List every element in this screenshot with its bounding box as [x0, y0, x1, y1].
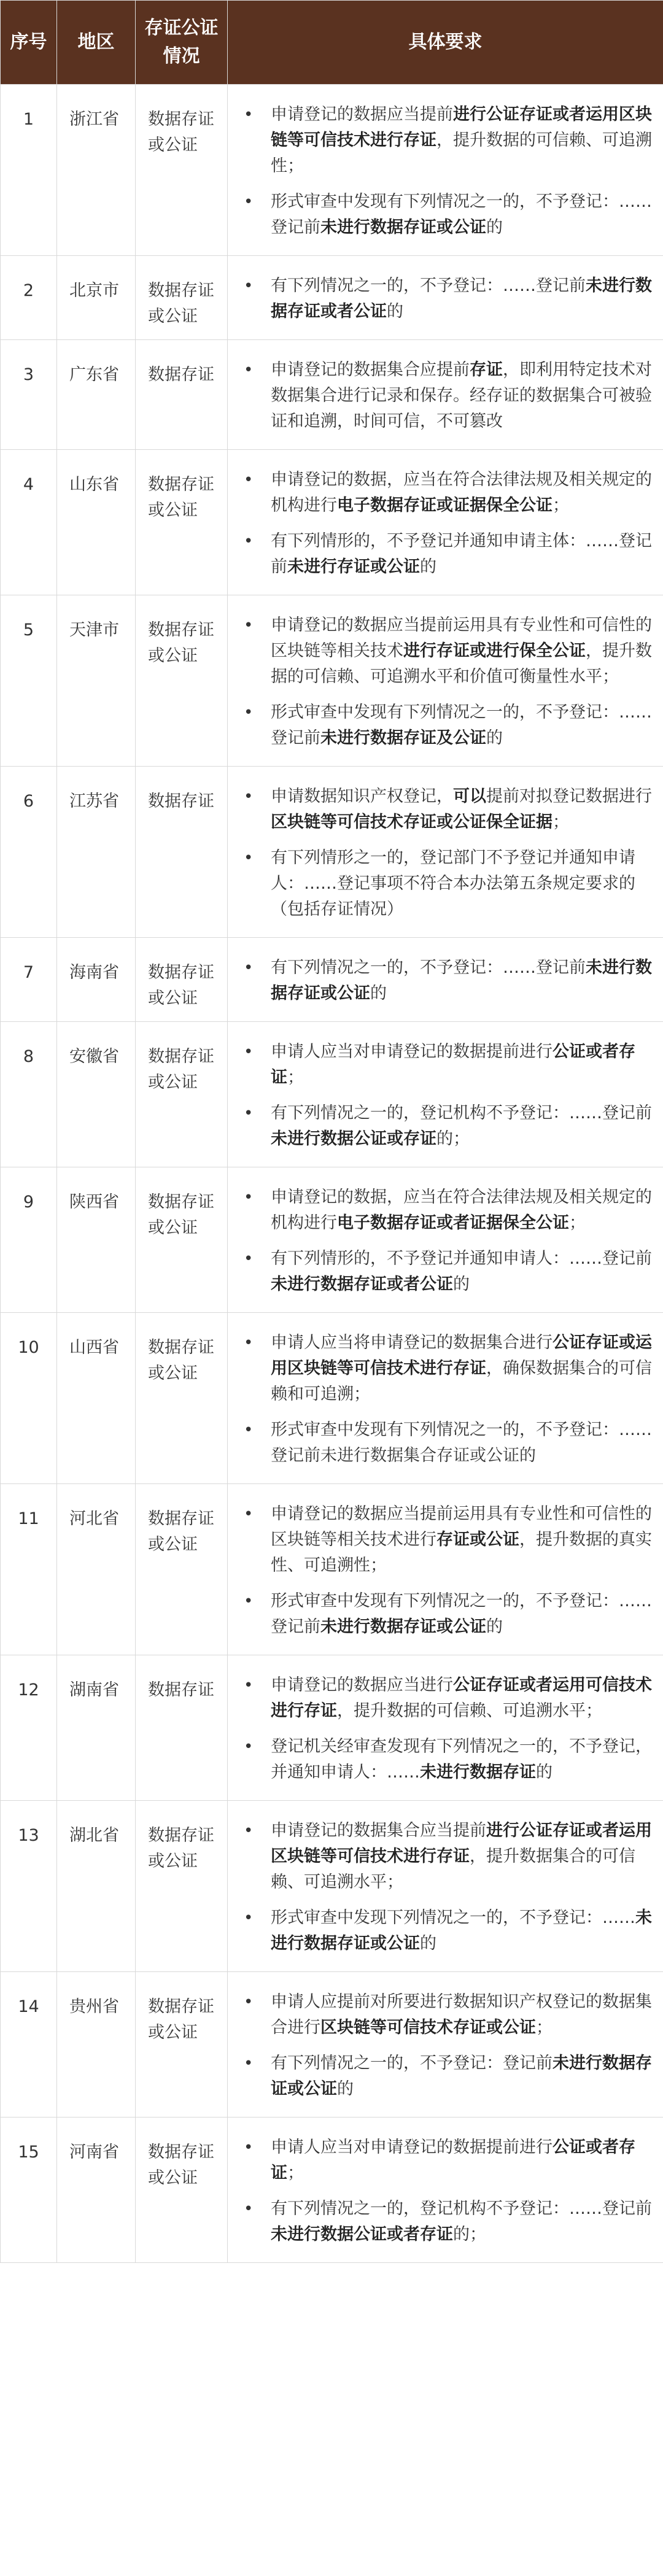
row-requirements: [228, 1313, 663, 1484]
bullet-icon: •: [244, 2138, 254, 2157]
bullet-icon: •: [244, 2200, 254, 2218]
requirement-item: [242, 1417, 657, 1469]
row-status: 数据存证: [136, 1655, 228, 1801]
requirement-text: 的: [486, 729, 503, 748]
row-index: 2: [1, 256, 57, 340]
header-requirements: 具体要求: [228, 1, 663, 85]
requirement-item: [242, 955, 657, 1007]
requirement-item: [242, 1246, 657, 1298]
row-requirements: [228, 767, 663, 938]
requirement-item: [242, 1100, 657, 1152]
row-requirements: [228, 595, 663, 767]
table-row: [1, 340, 663, 450]
requirement-text: ；: [287, 1068, 304, 1087]
row-status: 数据存证或公证: [136, 85, 228, 256]
bullet-icon: •: [244, 1993, 254, 2011]
requirement-bold-text: 存证: [470, 360, 503, 379]
bullet-icon: •: [244, 361, 254, 379]
bullet-icon: •: [244, 849, 254, 867]
requirement-bold-text: 电子数据存证或者证据保全公证: [337, 1213, 569, 1232]
row-index: 3: [1, 340, 57, 450]
table-row: [1, 1313, 663, 1484]
requirement-text: 的: [387, 302, 403, 321]
requirement-text: 有下列情况之一的，登记机构不予登记：……登记前: [271, 2199, 652, 2218]
row-status: 数据存证或公证: [136, 1167, 228, 1313]
requirement-bold-text: 未进行数据公证或者存证: [271, 2225, 453, 2244]
requirement-text: 申请人应提前对所要进行数据知识产权登记的数据集合进行: [271, 1992, 652, 2037]
requirement-text: ；: [552, 813, 569, 832]
row-region: 海南省: [57, 938, 136, 1022]
table-row: [1, 450, 663, 595]
row-region: 陕西省: [57, 1167, 136, 1313]
requirement-text: 申请登记的数据应当提前: [271, 105, 453, 124]
requirement-text: ，提升数据集合的可信赖、可追溯水平；: [271, 1847, 635, 1892]
row-index: 10: [1, 1313, 57, 1484]
requirement-text: 有下列情况之一的，不予登记：……登记前: [271, 958, 586, 977]
bullet-icon: •: [244, 1334, 254, 1352]
requirement-text: 的；: [453, 2225, 486, 2244]
bullet-icon: •: [244, 532, 254, 551]
table-row: [1, 938, 663, 1022]
row-region: 贵州省: [57, 1972, 136, 2118]
bullet-icon: •: [244, 1822, 254, 1840]
requirement-bold-text: 未进行数据存证或公证: [320, 218, 486, 237]
requirement-text: 的: [536, 1763, 552, 1782]
table-row: [1, 1801, 663, 1972]
requirement-item: [242, 273, 657, 325]
row-index: 1: [1, 85, 57, 256]
requirement-bold-text: 公证存证或运用区块链等可信技术进行存证: [271, 1333, 652, 1378]
row-region: 江苏省: [57, 767, 136, 938]
row-index: 9: [1, 1167, 57, 1313]
table-row: [1, 85, 663, 256]
requirement-list: [242, 273, 657, 325]
requirement-text: 申请登记的数据，应当在符合法律法规及相关规定的机构进行: [271, 1188, 652, 1232]
row-region: 天津市: [57, 595, 136, 767]
table-body: [1, 85, 663, 2263]
requirement-bold-text: 存证或公证: [436, 1530, 519, 1549]
requirement-item: [242, 1588, 657, 1640]
requirement-list: [242, 1185, 657, 1298]
requirement-bold-text: 区块链等可信技术存证或公证保全证据: [271, 813, 552, 832]
row-index: 14: [1, 1972, 57, 2118]
requirement-item: [242, 1673, 657, 1724]
requirement-bold-text: 未进行数据存证或公证: [271, 958, 652, 1003]
requirement-text: ；: [536, 2018, 552, 2037]
requirement-bold-text: 未进行数据存证或者公证: [271, 276, 652, 321]
requirement-text: 的: [486, 218, 503, 237]
row-status: 数据存证或公证: [136, 1022, 228, 1167]
requirement-list: [242, 784, 657, 922]
table-row: [1, 2118, 663, 2263]
bullet-icon: •: [244, 2054, 254, 2073]
bullet-icon: •: [244, 1104, 254, 1123]
row-status: 数据存证或公证: [136, 1313, 228, 1484]
row-index: 11: [1, 1484, 57, 1655]
requirement-list: [242, 1039, 657, 1152]
row-status: 数据存证或公证: [136, 1972, 228, 2118]
requirement-text: ，提升数据的可信赖、可追溯水平；: [337, 1701, 602, 1720]
requirement-item: [242, 189, 657, 241]
requirement-text: 形式审查中发现有下列情况之一的，不予登记：……登记前未进行数据集合存证或公证的: [271, 1420, 652, 1465]
requirement-text: 提前对拟登记数据进行: [486, 787, 652, 806]
row-status: 数据存证或公证: [136, 450, 228, 595]
requirement-item: [242, 1734, 657, 1785]
requirement-text: 的: [420, 557, 436, 576]
requirement-bold-text: 可以: [453, 787, 486, 806]
row-status: 数据存证或公证: [136, 1801, 228, 1972]
row-region: 湖南省: [57, 1655, 136, 1801]
row-requirements: [228, 1167, 663, 1313]
bullet-icon: •: [244, 1188, 254, 1207]
row-index: 8: [1, 1022, 57, 1167]
bullet-icon: •: [244, 471, 254, 489]
row-region: 河南省: [57, 2118, 136, 2263]
row-requirements: [228, 1655, 663, 1801]
requirement-item: [242, 1185, 657, 1236]
requirement-item: [242, 2051, 657, 2102]
requirement-text: 申请登记的数据集合应提前: [271, 360, 470, 379]
requirement-bold-text: 未进行存证或公证: [287, 557, 420, 576]
table-row: [1, 1972, 663, 2118]
requirement-list: [242, 357, 657, 435]
requirement-text: 的: [370, 984, 387, 1003]
requirement-list: [242, 613, 657, 751]
requirement-item: [242, 2135, 657, 2186]
requirement-bold-text: 电子数据存证或证据保全公证: [337, 496, 552, 515]
row-status: 数据存证或公证: [136, 256, 228, 340]
bullet-icon: •: [244, 1738, 254, 1756]
requirement-text: 有下列情况之一的，登记机构不予登记：……登记前: [271, 1104, 652, 1123]
requirement-list: [242, 1818, 657, 1957]
requirement-text: 的: [486, 1617, 503, 1636]
requirement-item: [242, 1989, 657, 2041]
requirement-list: [242, 1989, 657, 2102]
requirement-list: [242, 102, 657, 241]
row-requirements: [228, 1801, 663, 1972]
requirement-text: ，提升数据的可信赖、可追溯性；: [271, 131, 652, 176]
row-requirements: [228, 1972, 663, 2118]
requirement-text: 的；: [436, 1129, 470, 1148]
requirement-item: [242, 1818, 657, 1895]
header-index: 序号: [1, 1, 57, 85]
table-row: [1, 1655, 663, 1801]
row-region: 广东省: [57, 340, 136, 450]
requirement-text: 的: [337, 2079, 354, 2098]
row-requirements: [228, 85, 663, 256]
requirement-item: [242, 1905, 657, 1957]
row-status: 数据存证或公证: [136, 938, 228, 1022]
requirement-item: [242, 1501, 657, 1579]
requirement-bold-text: 未进行数据公证或存证: [271, 1129, 436, 1148]
requirement-text: 登记机关经审查发现有下列情况之一的，不予登记，并通知申请人：……: [271, 1737, 652, 1782]
requirement-text: 形式审查中发现有下列情况之一的，不予登记：……登记前: [271, 192, 652, 237]
requirement-text: 申请数据知识产权登记，: [271, 787, 453, 806]
requirement-text: 有下列情形的，不予登记并通知申请人：……登记前: [271, 1249, 652, 1268]
row-status: 数据存证: [136, 767, 228, 938]
row-status: 数据存证或公证: [136, 1484, 228, 1655]
row-index: 12: [1, 1655, 57, 1801]
requirement-item: [242, 613, 657, 690]
row-region: 湖北省: [57, 1801, 136, 1972]
requirement-text: ，即利用特定技术对数据集合进行记录和保存。经存证的数据集合可被验证和追溯，时间可信，不可篡改: [271, 360, 652, 431]
requirement-bold-text: 未进行数据存证或公证: [271, 1908, 652, 1953]
row-region: 安徽省: [57, 1022, 136, 1167]
bullet-icon: •: [244, 1676, 254, 1695]
row-index: 6: [1, 767, 57, 938]
row-region: 浙江省: [57, 85, 136, 256]
row-index: 15: [1, 2118, 57, 2263]
row-index: 7: [1, 938, 57, 1022]
row-region: 山东省: [57, 450, 136, 595]
row-requirements: [228, 256, 663, 340]
requirement-bold-text: 未进行数据存证或公证: [271, 2054, 652, 2098]
row-index: 13: [1, 1801, 57, 1972]
requirement-text: 申请登记的数据应当提前运用具有专业性和可信性的区块链等相关技术进行: [271, 1504, 652, 1549]
requirement-text: 有下列情况之一的，不予登记：登记前: [271, 2054, 552, 2073]
requirement-list: [242, 1501, 657, 1640]
requirement-bold-text: 公证存证或者运用可信技术进行存证: [271, 1676, 652, 1720]
requirement-bold-text: 未进行数据存证或公证: [320, 1617, 486, 1636]
bullet-icon: •: [244, 616, 254, 635]
bullet-icon: •: [244, 106, 254, 124]
requirement-item: [242, 102, 657, 179]
requirement-bold-text: 公证或者存证: [271, 2138, 635, 2183]
bullet-icon: •: [244, 1909, 254, 1927]
bullet-icon: •: [244, 1043, 254, 1061]
bullet-icon: •: [244, 1250, 254, 1268]
row-status: 数据存证: [136, 340, 228, 450]
row-region: 河北省: [57, 1484, 136, 1655]
row-requirements: [228, 2118, 663, 2263]
bullet-icon: •: [244, 277, 254, 295]
requirement-text: ；: [552, 496, 569, 515]
table-row: [1, 1167, 663, 1313]
bullet-icon: •: [244, 193, 254, 211]
requirement-text: ，确保数据集合的可信赖和可追溯；: [271, 1359, 652, 1404]
table-row: [1, 1022, 663, 1167]
requirement-list: [242, 1330, 657, 1469]
requirement-item: [242, 700, 657, 751]
bullet-icon: •: [244, 959, 254, 977]
requirement-text: 形式审查中发现有下列情况之一的，不予登记：……登记前: [271, 1592, 652, 1636]
table-row: [1, 767, 663, 938]
requirement-item: [242, 845, 657, 922]
requirement-text: ；: [287, 2164, 304, 2183]
table-header: [1, 1, 663, 85]
requirement-bold-text: 公证或者存证: [271, 1042, 635, 1087]
row-index: 5: [1, 595, 57, 767]
requirement-bold-text: 进行公证存证或者运用区块链等可信技术进行存证: [271, 105, 652, 150]
requirement-bold-text: 进行公证存证或者运用区块链等可信技术进行存证: [271, 1821, 652, 1866]
table-row: [1, 256, 663, 340]
requirement-item: [242, 784, 657, 835]
bullet-icon: •: [244, 1592, 254, 1611]
row-region: 山西省: [57, 1313, 136, 1484]
requirement-list: [242, 955, 657, 1007]
row-index: 4: [1, 450, 57, 595]
row-requirements: [228, 1484, 663, 1655]
requirement-text: 申请人应当对申请登记的数据提前进行: [271, 1042, 552, 1061]
row-status: 数据存证或公证: [136, 595, 228, 767]
requirement-text: 有下列情况之一的，不予登记：……登记前: [271, 276, 586, 295]
row-requirements: [228, 1022, 663, 1167]
requirement-bold-text: 进行存证或进行保全公证: [403, 641, 586, 660]
requirement-text: 申请登记的数据，应当在符合法律法规及相关规定的机构进行: [271, 470, 652, 515]
requirement-text: ；: [569, 1213, 586, 1232]
table-row: [1, 595, 663, 767]
requirement-item: [242, 528, 657, 580]
requirement-text: 申请人应当对申请登记的数据提前进行: [271, 2138, 552, 2157]
requirement-text: 有下列情形之一的，登记部门不予登记并通知申请人：……登记事项不符合本办法第五条规定要求的（包括存证情况）: [271, 848, 635, 919]
requirement-bold-text: 未进行数据存证及公证: [320, 729, 486, 748]
requirement-text: 的: [420, 1934, 436, 1953]
header-region: 地区: [57, 1, 136, 85]
bullet-icon: •: [244, 703, 254, 722]
requirement-bold-text: 未进行数据存证或者公证: [271, 1275, 453, 1294]
row-status: 数据存证或公证: [136, 2118, 228, 2263]
requirement-list: [242, 2135, 657, 2248]
requirement-list: [242, 1673, 657, 1785]
requirement-item: [242, 357, 657, 435]
requirement-item: [242, 2196, 657, 2248]
requirement-text: 形式审查中发现有下列情况之一的，不予登记：……登记前: [271, 703, 652, 748]
header-row: [1, 1, 663, 85]
requirement-text: 有下列情形的，不予登记并通知申请主体：……登记前: [271, 532, 652, 576]
requirement-text: 申请登记的数据集合应当提前: [271, 1821, 486, 1840]
requirement-text: ，提升数据的可信赖、可追溯水平和价值可衡量性水平；: [271, 641, 652, 686]
requirement-item: [242, 467, 657, 519]
row-requirements: [228, 340, 663, 450]
header-status: 存证公证情况: [136, 1, 228, 85]
requirement-text: ，提升数据的真实性、可追溯性；: [271, 1530, 652, 1575]
requirement-bold-text: 区块链等可信技术存证或公证: [320, 2018, 536, 2037]
requirement-text: 申请人应当将申请登记的数据集合进行: [271, 1333, 552, 1352]
row-requirements: [228, 450, 663, 595]
requirement-item: [242, 1039, 657, 1091]
requirement-text: 的: [453, 1275, 470, 1294]
requirement-text: 申请登记的数据应当进行: [271, 1676, 453, 1695]
requirement-bold-text: 未进行数据存证: [420, 1763, 536, 1782]
row-region: 北京市: [57, 256, 136, 340]
bullet-icon: •: [244, 787, 254, 806]
table-row: [1, 1484, 663, 1655]
requirement-item: [242, 1330, 657, 1407]
requirement-text: 形式审查中发现下列情况之一的，不予登记：……: [271, 1908, 635, 1927]
requirement-text: 申请登记的数据应当提前运用具有专业性和可信性的区块链等相关技术: [271, 616, 652, 660]
row-requirements: [228, 938, 663, 1022]
bullet-icon: •: [244, 1505, 254, 1523]
requirement-list: [242, 467, 657, 580]
bullet-icon: •: [244, 1421, 254, 1439]
